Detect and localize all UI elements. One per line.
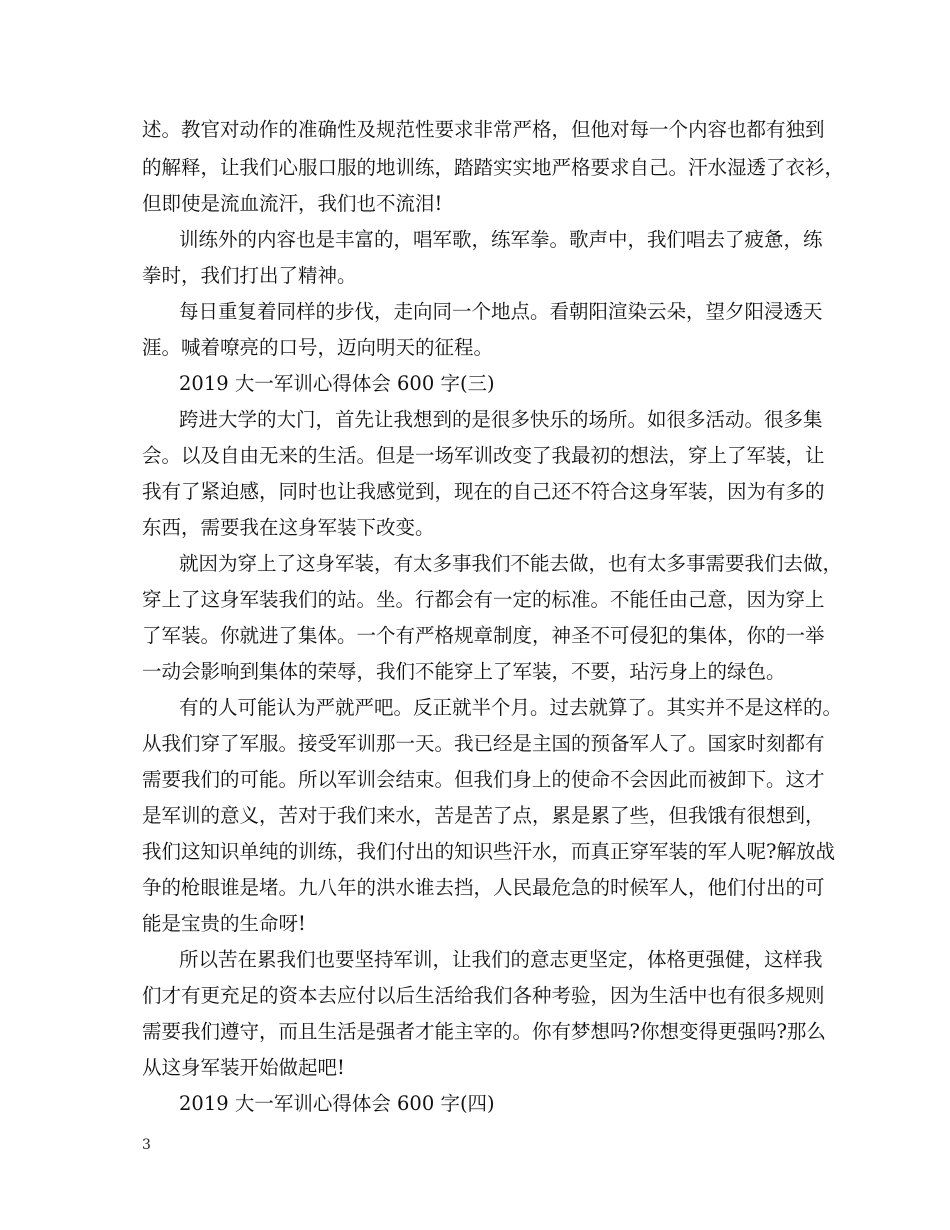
section-heading: 2019 大一军训心得体会 600 字(三) — [179, 372, 495, 395]
text-line: 从我们穿了军服。接受军训那一天。我已经是主国的预备军人了。国家时刻都有 — [142, 732, 825, 755]
text-line: 需要我们的可能。所以军训会结束。但我们身上的使命不会因此而被卸下。这才 — [142, 768, 825, 791]
text-line: 从这身军装开始做起吧! — [142, 1056, 345, 1079]
text-line: 一动会影响到集体的荣辱，我们不能穿上了军装，不要，玷污身上的绿色。 — [142, 660, 786, 683]
text-line: 们才有更充足的资本去应付以后生活给我们各种考验，因为生活中也有很多规则 — [142, 984, 825, 1007]
text-line: 的解释，让我们心服口服的地训练，踏踏实实地严格要求自己。汗水湿透了衣衫， — [142, 156, 845, 179]
text-line: 东西，需要我在这身军装下改变。 — [142, 516, 435, 539]
paragraph-start-line: 就因为穿上了这身军装，有太多事我们不能去做，也有太多事需要我们去做， — [179, 552, 843, 575]
paragraph-start-line: 训练外的内容也是丰富的，唱军歌，练军拳。歌声中，我们唱去了疲惫，练 — [179, 228, 823, 251]
text-line: 穿上了这身军装我们的站。坐。行都会有一定的标准。不能任由己意，因为穿上 — [142, 588, 825, 611]
section-heading: 2019 大一军训心得体会 600 字(四) — [179, 1092, 495, 1115]
text-line: 争的枪眼谁是堵。九八年的洪水谁去挡，人民最危急的时候军人，他们付出的可 — [142, 876, 825, 899]
text-line: 但即使是流血流汗，我们也不流泪! — [142, 192, 443, 215]
text-line: 我们这知识单纯的训练，我们付出的知识些汗水，而真正穿军装的军人呢?解放战 — [142, 840, 835, 863]
paragraph-start-line: 所以苦在累我们也要坚持军训，让我们的意志更坚定，体格更强健，这样我 — [179, 948, 823, 971]
page-number: 3 — [142, 1137, 151, 1153]
text-line: 是军训的意义，苦对于我们来水，苦是苦了点，累是累了些，但我饿有很想到， — [142, 804, 825, 827]
text-line: 会。以及自由无来的生活。但是一场军训改变了我最初的想法，穿上了军装，让 — [142, 444, 825, 467]
text-line: 我有了紧迫感，同时也让我感觉到，现在的自己还不符合这身军装，因为有多的 — [142, 480, 825, 503]
text-line: 述。教官对动作的准确性及规范性要求非常严格，但他对每一个内容也都有独到 — [142, 118, 825, 141]
text-line: 需要我们遵守，而且生活是强者才能主宰的。你有梦想吗?你想变得更强吗?那么 — [142, 1020, 826, 1043]
text-line: 拳时，我们打出了精神。 — [142, 264, 357, 287]
paragraph-start-line: 跨进大学的大门，首先让我想到的是很多快乐的场所。如很多活动。很多集 — [179, 408, 823, 431]
text-line: 了军装。你就进了集体。一个有严格规章制度，神圣不可侵犯的集体，你的一举 — [142, 624, 825, 647]
paragraph-start-line: 每日重复着同样的步伐，走向同一个地点。看朝阳渲染云朵，望夕阳浸透天 — [179, 300, 823, 323]
paragraph-start-line: 有的人可能认为严就严吧。反正就半个月。过去就算了。其实并不是这样的。 — [179, 696, 843, 719]
text-line: 涯。喊着嘹亮的口号，迈向明天的征程。 — [142, 336, 494, 359]
text-line: 能是宝贵的生命呀! — [142, 912, 306, 935]
